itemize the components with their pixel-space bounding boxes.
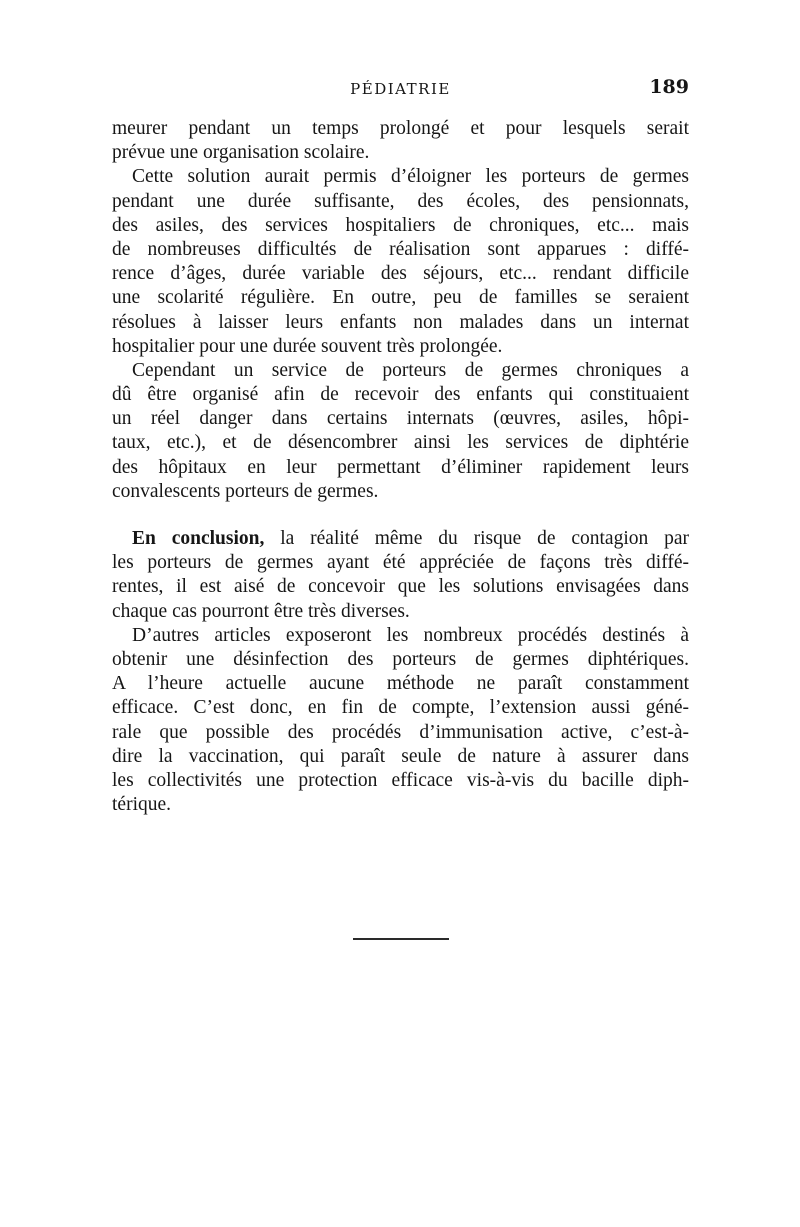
text-line-rest: la réalité même du risque de contagion par [264, 528, 689, 549]
text-line: dire la vaccination, qui paraît seule de nature à assurer dans [112, 745, 689, 767]
text-line: hospitalier pour une durée souvent très prolongée. [112, 335, 503, 357]
text-line: les porteurs de germes ayant été appréciée de façons très diffé- [112, 552, 689, 574]
text-line: les collectivités une protection efficace vis-à-vis du bacille diph- [112, 769, 689, 791]
text-line: convalescents porteurs de germes. [112, 480, 379, 502]
text-line: rence d’âges, durée variable des séjours, etc... rendant difficile [112, 263, 689, 285]
text-line: A l’heure actuelle aucune méthode ne paraît constamment [112, 673, 689, 695]
text-line: efficace. C’est donc, en fin de compte, l’extension aussi géné- [112, 697, 689, 719]
text-line: pendant une durée suffisante, des écoles, des pensionnats, [112, 190, 689, 212]
text-line: des hôpitaux en leur permettant d’éliminer rapidement leurs [112, 456, 689, 478]
paragraph [112, 165, 689, 359]
text-line: meurer pendant un temps prolongé et pour lesquels serait [112, 118, 689, 139]
running-head [112, 76, 689, 102]
text-line: dû être organisé afin de recevoir des enfants qui constituaient [112, 384, 689, 406]
text-line [112, 527, 689, 551]
text-line: rentes, il est aisé de concevoir que les solutions envisagées dans [112, 576, 689, 598]
page-number: 189 [649, 76, 689, 98]
body-text [112, 117, 689, 817]
text-line: chaque cas pourront être très diverses. [112, 600, 410, 622]
paragraph [112, 117, 689, 165]
text-line: D’autres articles exposeront les nombreux procédés destinés à [132, 624, 689, 646]
text-line: taux, etc.), et de désencombrer ainsi les services de diphtérie [112, 432, 689, 454]
text-line: une scolarité régulière. En outre, peu de familles se seraient [112, 287, 689, 309]
end-rule [353, 938, 449, 940]
running-title: PÉDIATRIE [350, 80, 451, 98]
text-line: des asiles, des services hospitaliers de chroniques, etc... mais [112, 214, 689, 236]
text-line: résolues à laisser leurs enfants non malades dans un internat [112, 311, 689, 333]
text-line: un réel danger dans certains internats (œuvres, asiles, hôpi- [112, 408, 689, 430]
text-line: rale que possible des procédés d’immunisation active, c’est-à- [112, 721, 689, 743]
text-line: prévue une organisation scolaire. [112, 142, 370, 164]
text-line: Cependant un service de porteurs de germes chroniques a [132, 359, 689, 381]
paragraph [112, 624, 689, 818]
paragraph-gap [112, 504, 689, 527]
conclusion-lead: En conclusion, [132, 528, 265, 549]
paragraph [112, 359, 689, 504]
paragraph [112, 527, 689, 624]
text-line: de nombreuses difficultés de réalisation sont apparues : diffé- [112, 238, 689, 260]
text-line: Cette solution aurait permis d’éloigner les porteurs de germes [132, 166, 689, 188]
text-line: térique. [112, 794, 172, 816]
text-line: obtenir une désinfection des porteurs de germes diphtériques. [112, 648, 689, 670]
